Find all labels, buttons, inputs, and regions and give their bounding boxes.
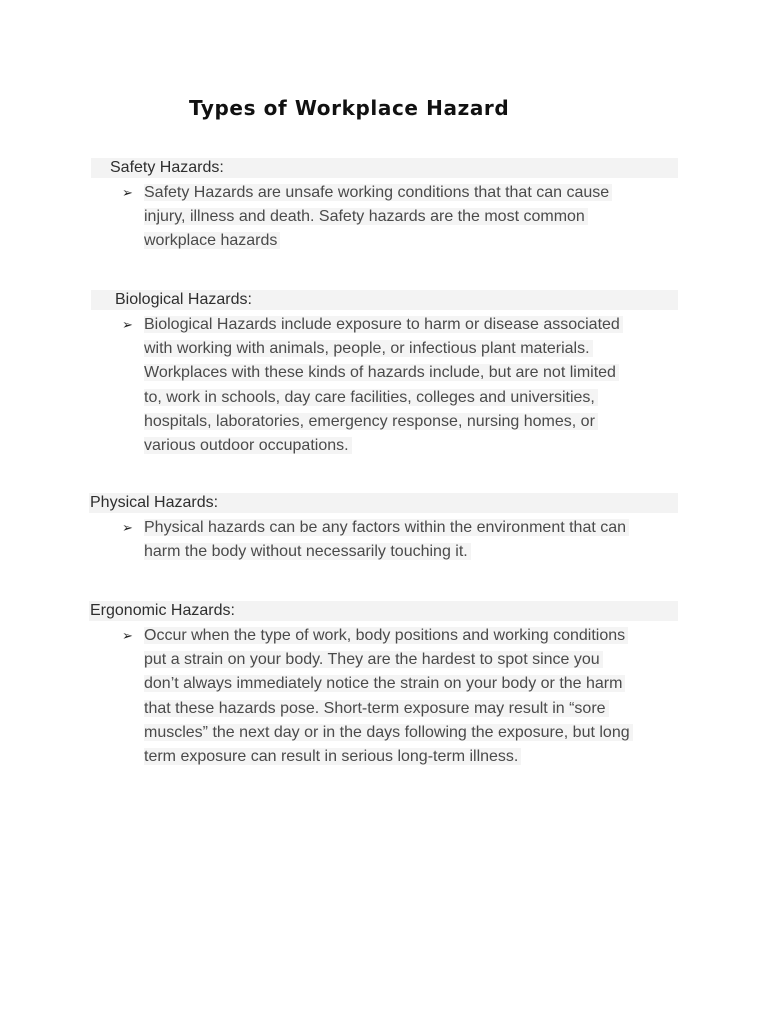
bullet-paragraph-biological [144, 313, 623, 458]
paragraph-line: Workplaces with these kinds of hazards include, but are not limited [144, 364, 619, 381]
paragraph-line: Physical hazards can be any factors within the environment that can [144, 519, 629, 536]
arrow-bullet-icon: ➢ [122, 628, 133, 643]
paragraph-line: to, work in schools, day care facilities, colleges and universities, [144, 389, 598, 406]
section-heading-label: Safety Hazards: [110, 159, 224, 176]
paragraph-line: muscles” the next day or in the days following the exposure, but long [144, 724, 633, 741]
paragraph-line: term exposure can result in serious long-term illness. [144, 748, 521, 765]
section-heading-biological [91, 290, 678, 310]
paragraph-line: with working with animals, people, or infectious plant materials. [144, 340, 593, 357]
paragraph-line: injury, illness and death. Safety hazards are the most common [144, 208, 588, 225]
paragraph-line: harm the body without necessarily touching it. [144, 543, 471, 560]
paragraph-line: put a strain on your body. They are the hardest to spot since you [144, 651, 603, 668]
paragraph-line: Biological Hazards include exposure to harm or disease associated [144, 316, 623, 333]
bullet-paragraph-ergonomic [144, 624, 633, 769]
paragraph-line: workplace hazards [144, 232, 280, 249]
section-heading-label: Biological Hazards: [115, 291, 252, 308]
paragraph-line: that these hazards pose. Short-term exposure may result in “sore [144, 700, 609, 717]
paragraph-line: Safety Hazards are unsafe working conditions that that can cause [144, 184, 612, 201]
section-heading-physical [89, 493, 678, 513]
section-heading-safety [91, 158, 678, 178]
section-heading-ergonomic [89, 601, 678, 621]
paragraph-line: hospitals, laboratories, emergency response, nursing homes, or [144, 413, 598, 430]
arrow-bullet-icon: ➢ [122, 185, 133, 200]
arrow-bullet-icon: ➢ [122, 520, 133, 535]
bullet-paragraph-safety [144, 181, 612, 254]
section-heading-label: Ergonomic Hazards: [90, 602, 235, 619]
paragraph-line: various outdoor occupations. [144, 437, 352, 454]
document-title: Types of Workplace Hazard [189, 96, 510, 120]
section-heading-label: Physical Hazards: [90, 494, 219, 511]
paragraph-line: Occur when the type of work, body positions and working conditions [144, 627, 628, 644]
bullet-paragraph-physical [144, 516, 629, 564]
paragraph-line: don’t always immediately notice the strain on your body or the harm [144, 675, 625, 692]
arrow-bullet-icon: ➢ [122, 317, 133, 332]
